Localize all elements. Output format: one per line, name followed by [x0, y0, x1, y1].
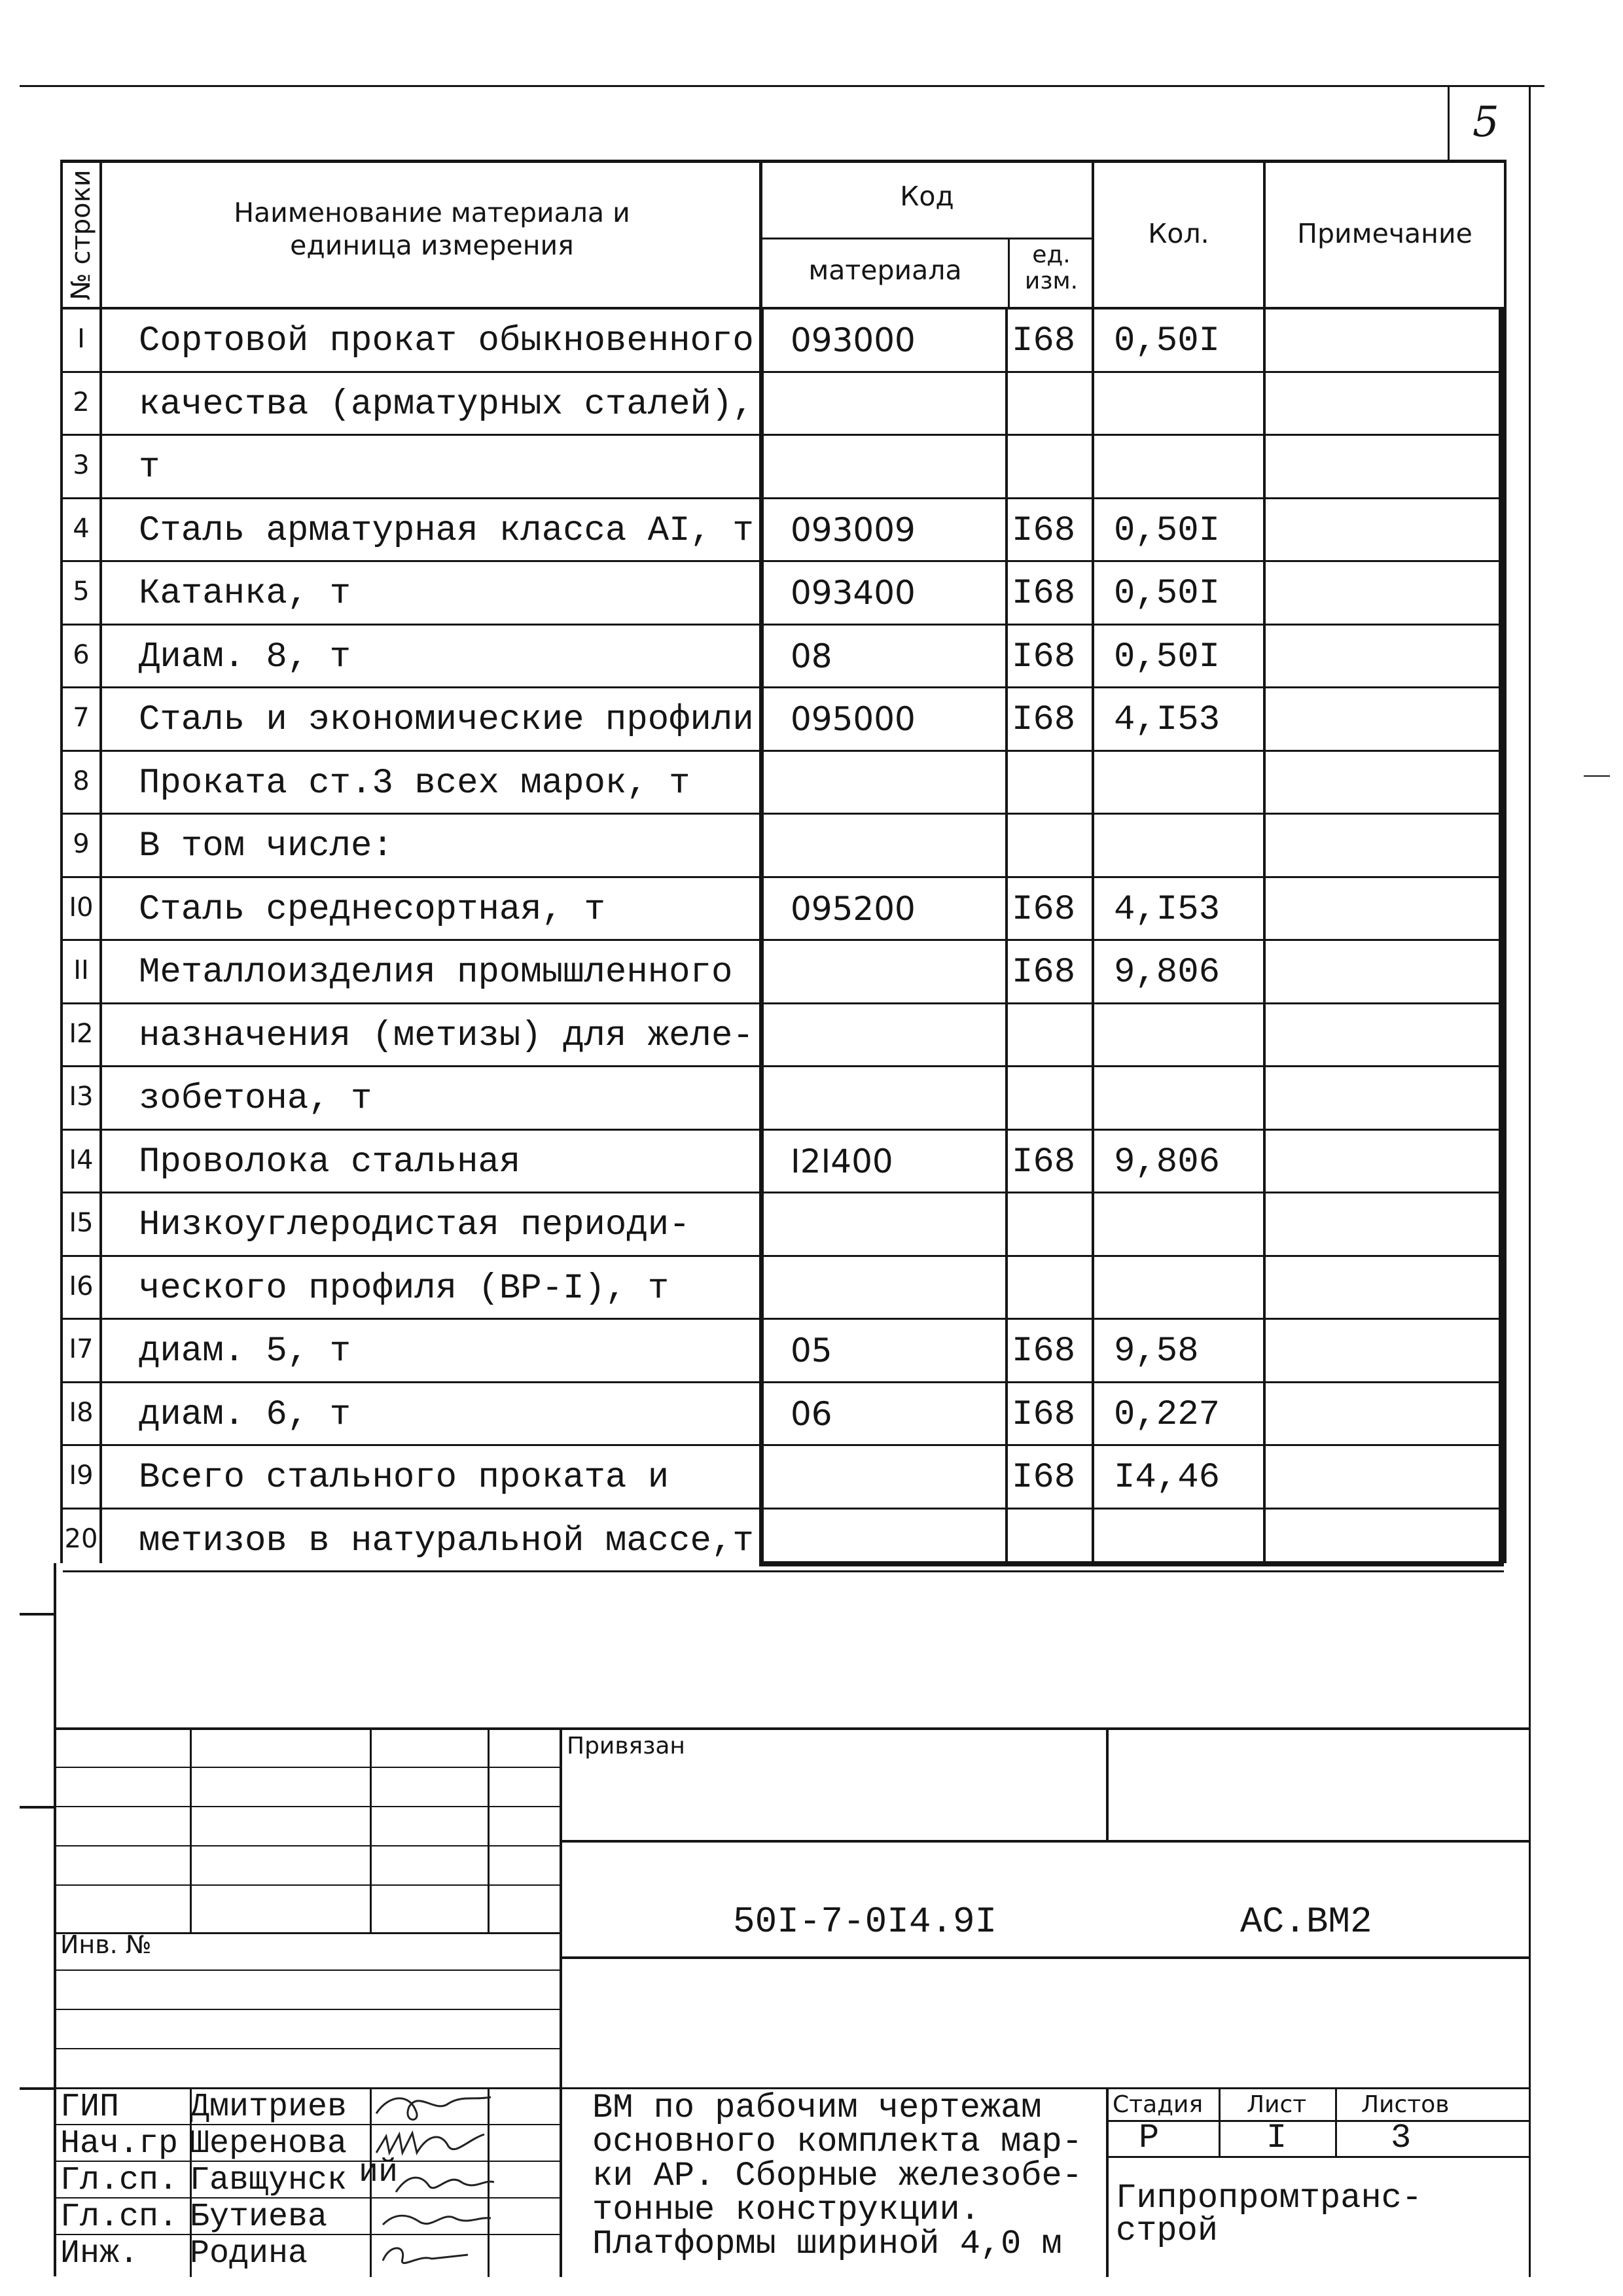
frame-left-line	[54, 1563, 56, 2276]
unit-code: I68	[1012, 510, 1076, 551]
col-line-unit-qty	[1092, 307, 1094, 1566]
unit-code: I68	[1012, 637, 1076, 677]
tb-privyazan-divider	[1106, 1727, 1109, 1842]
name-suffix: ий	[359, 2154, 399, 2191]
sheet-value: I	[1266, 2119, 1287, 2157]
row-number: 6	[73, 639, 90, 670]
material-name: Сталь и экономические профили	[139, 700, 754, 740]
stage-label: Стадия	[1113, 2091, 1204, 2118]
doc-mark: АС.ВМ2	[1240, 1901, 1372, 1943]
table-row	[63, 373, 1504, 436]
tb-row-line	[54, 1806, 561, 1807]
privyazan-label: Привязан	[567, 1733, 685, 1759]
table-row	[63, 1004, 1504, 1068]
table-row	[63, 436, 1504, 499]
doc-code: 50I-7-0I4.9I	[733, 1901, 997, 1943]
quantity: 0,227	[1114, 1394, 1221, 1435]
material-name: метизов в натуральной массе,т	[139, 1521, 754, 1561]
header-top-line	[60, 160, 1507, 163]
material-name: Диам. 8, т	[139, 637, 351, 677]
staff-role: Инж.	[60, 2235, 139, 2272]
table-row	[63, 1067, 1504, 1131]
inv-label: Инв. №	[60, 1930, 152, 1959]
tb-desc-divider	[1106, 2087, 1109, 2277]
page-number-box-left	[1448, 85, 1450, 160]
quantity: 0,50I	[1114, 637, 1221, 677]
margin-tick	[20, 2087, 56, 2090]
description-line: тонные конструкции.	[592, 2191, 980, 2229]
header-row-no: № строки	[66, 169, 96, 300]
thick-line-bottom	[759, 1561, 1504, 1566]
tb-stage-value-line	[1107, 2156, 1530, 2158]
material-name: Катанка, т	[139, 574, 351, 614]
row-number: 8	[73, 766, 90, 796]
quantity: 0,50I	[1114, 574, 1221, 614]
tb-row-line	[54, 1969, 561, 1971]
row-number: 5	[73, 576, 90, 607]
table-row	[63, 1131, 1504, 1194]
material-name: ческого профиля (ВР-I), т	[139, 1268, 669, 1309]
organization-line-1: Гипропромтранс-	[1116, 2179, 1423, 2217]
row-number: I3	[69, 1082, 94, 1112]
description-line: Платформы шириной 4,0 м	[592, 2225, 1062, 2263]
description-line: ки АР. Сборные железобе-	[592, 2157, 1082, 2195]
quantity: 9,58	[1114, 1332, 1199, 1371]
material-code: 093400	[791, 574, 916, 612]
signature-gl-sp-2	[383, 2216, 491, 2225]
description-line: ВМ по рабочим чертежам	[592, 2089, 1042, 2127]
table-row	[63, 878, 1504, 942]
organization-line-2: строй	[1116, 2212, 1219, 2250]
table-row	[63, 1193, 1504, 1257]
table-row	[63, 688, 1504, 752]
table-row	[63, 1320, 1504, 1383]
material-code: 08	[791, 637, 832, 675]
material-name: Низкоуглеродистая периоди-	[139, 1205, 690, 1245]
table-row	[63, 941, 1504, 1004]
material-code: 06	[791, 1394, 832, 1433]
material-code: 05	[791, 1332, 832, 1369]
material-code: 095000	[791, 700, 916, 738]
tb-row-line	[54, 1767, 561, 1768]
header-code: Код	[900, 181, 954, 212]
row-number: I9	[69, 1460, 94, 1491]
row-number: 4	[73, 513, 90, 544]
material-name: Всего стального проката и	[139, 1458, 669, 1498]
row-number: I4	[69, 1144, 94, 1175]
unit-code: I68	[1012, 1332, 1076, 1371]
page-number: 5	[1472, 98, 1499, 147]
tb-col-line	[190, 1727, 192, 1934]
material-name: Металлоизделия промышленного	[139, 953, 733, 993]
description-line: основного комплекта мар-	[592, 2123, 1082, 2161]
staff-name: Гавщунск	[190, 2162, 348, 2199]
sheets-label: Листов	[1361, 2091, 1450, 2118]
table-row	[63, 815, 1504, 878]
row-number: I0	[69, 892, 94, 923]
thick-line-code-left	[759, 307, 764, 1566]
unit-code: I68	[1012, 700, 1076, 740]
tb-stage-col-line	[1219, 2087, 1221, 2157]
staff-role: Гл.сп.	[60, 2162, 179, 2199]
material-name: Проволока стальная	[139, 1142, 521, 1182]
frame-right-line	[1529, 85, 1531, 2277]
margin-tick	[20, 1806, 56, 1809]
quantity: 9,806	[1114, 953, 1221, 993]
tb-col-line	[488, 1727, 490, 1934]
unit-code: I68	[1012, 321, 1076, 361]
stage-value: Р	[1139, 2119, 1160, 2157]
quantity: 4,I53	[1114, 700, 1221, 740]
row-number: 20	[64, 1523, 98, 1554]
staff-name: Шеренова	[190, 2125, 348, 2163]
col-line-qty-note	[1263, 307, 1266, 1566]
sheets-value: 3	[1391, 2119, 1412, 2157]
sheet-label: Лист	[1247, 2091, 1307, 2118]
table-row	[63, 752, 1504, 815]
row-number: I2	[69, 1018, 94, 1049]
row-line	[63, 1570, 1504, 1572]
row-number: I5	[69, 1208, 94, 1238]
staff-name: Родина	[190, 2235, 308, 2272]
material-name: зобетона, т	[139, 1079, 372, 1119]
unit-code: I68	[1012, 1458, 1076, 1498]
unit-code: I68	[1012, 889, 1076, 930]
row-number: I8	[69, 1397, 94, 1428]
material-name: назначения (метизы) для желе-	[139, 1016, 754, 1056]
table-row	[63, 1257, 1504, 1320]
tb-line-doc-bottom	[561, 1956, 1529, 1959]
row-number: 7	[73, 703, 90, 733]
tb-stage-label-line	[1107, 2120, 1530, 2122]
material-name: В том числе:	[139, 826, 393, 866]
margin-tick	[20, 1613, 56, 1616]
tb-sheet-col-line	[1335, 2087, 1337, 2157]
table-row	[63, 1446, 1504, 1510]
margin-tick	[1584, 775, 1610, 777]
material-name: диам. 6, т	[139, 1394, 351, 1435]
unit-code: I68	[1012, 953, 1076, 993]
header-code-material: материала	[808, 255, 962, 286]
material-name: Сталь среднесортная, т	[139, 889, 605, 930]
code-subheader-line	[760, 238, 1093, 239]
tb-col-line	[370, 1727, 372, 1934]
quantity: 9,806	[1114, 1142, 1221, 1182]
quantity: 0,50I	[1114, 321, 1221, 361]
header-code-unit: ед. изм.	[1024, 241, 1079, 294]
tb-main-divider	[560, 1727, 562, 2277]
material-code: 095200	[791, 889, 916, 928]
table-right-line	[1504, 160, 1507, 1563]
frame-top-line	[20, 85, 1544, 87]
row-number: II	[73, 955, 89, 985]
row-number: 2	[73, 387, 90, 417]
table-row	[63, 626, 1504, 689]
staff-role: Гл.сп.	[60, 2199, 179, 2236]
quantity: 4,I53	[1114, 889, 1221, 930]
signatures	[370, 2087, 501, 2277]
staff-role: ГИП	[60, 2089, 120, 2126]
tb-row-line	[54, 2048, 561, 2049]
col-line-code-unit	[1005, 307, 1008, 1566]
quantity: I4,46	[1114, 1458, 1221, 1498]
unit-code: I68	[1012, 1142, 1076, 1182]
table-row	[63, 309, 1504, 373]
signature-gl-sp-1	[396, 2178, 494, 2192]
table-row	[63, 1383, 1504, 1447]
table-row	[63, 499, 1504, 563]
signature-inzh	[383, 2248, 468, 2263]
tb-row-line	[54, 2009, 561, 2010]
material-name: Сталь арматурная класса АI, т	[139, 510, 754, 551]
row-number: 3	[73, 450, 90, 480]
material-code: I2I400	[791, 1142, 893, 1180]
material-name: качества (арматурных сталей),	[139, 384, 754, 425]
table-row	[63, 562, 1504, 626]
material-name: диам. 5, т	[139, 1332, 351, 1371]
material-name: Проката ст.3 всех марок, т	[139, 763, 690, 804]
material-code: 093009	[791, 510, 916, 549]
unit-code: I68	[1012, 1394, 1076, 1435]
tb-line-doc-top	[561, 1840, 1529, 1843]
row-number: 9	[73, 829, 90, 859]
signature-gip	[376, 2097, 491, 2119]
header-name: Наименование материала и единица измерения	[234, 197, 630, 261]
col-line-code-header	[1008, 239, 1010, 307]
row-number: I6	[69, 1271, 94, 1301]
staff-name: Бутиева	[190, 2199, 328, 2236]
tb-row-line	[54, 1845, 561, 1846]
material-code: 093000	[791, 321, 916, 359]
header-qty: Кол.	[1148, 218, 1209, 249]
signature-nach-gr	[376, 2133, 484, 2153]
thick-line-right	[1499, 307, 1504, 1566]
tb-row-line	[54, 1884, 561, 1886]
row-number: I	[77, 324, 85, 354]
staff-name: Дмитриев	[190, 2089, 348, 2126]
title-block-top-line	[54, 1727, 1530, 1730]
material-name: т	[139, 448, 160, 487]
material-name: Сортовой прокат обыкновенного	[139, 321, 754, 361]
quantity: 0,50I	[1114, 510, 1221, 551]
row-number: I7	[69, 1334, 94, 1364]
unit-code: I68	[1012, 574, 1076, 614]
staff-role: Нач.гр	[60, 2125, 179, 2163]
header-note: Примечание	[1297, 218, 1472, 249]
